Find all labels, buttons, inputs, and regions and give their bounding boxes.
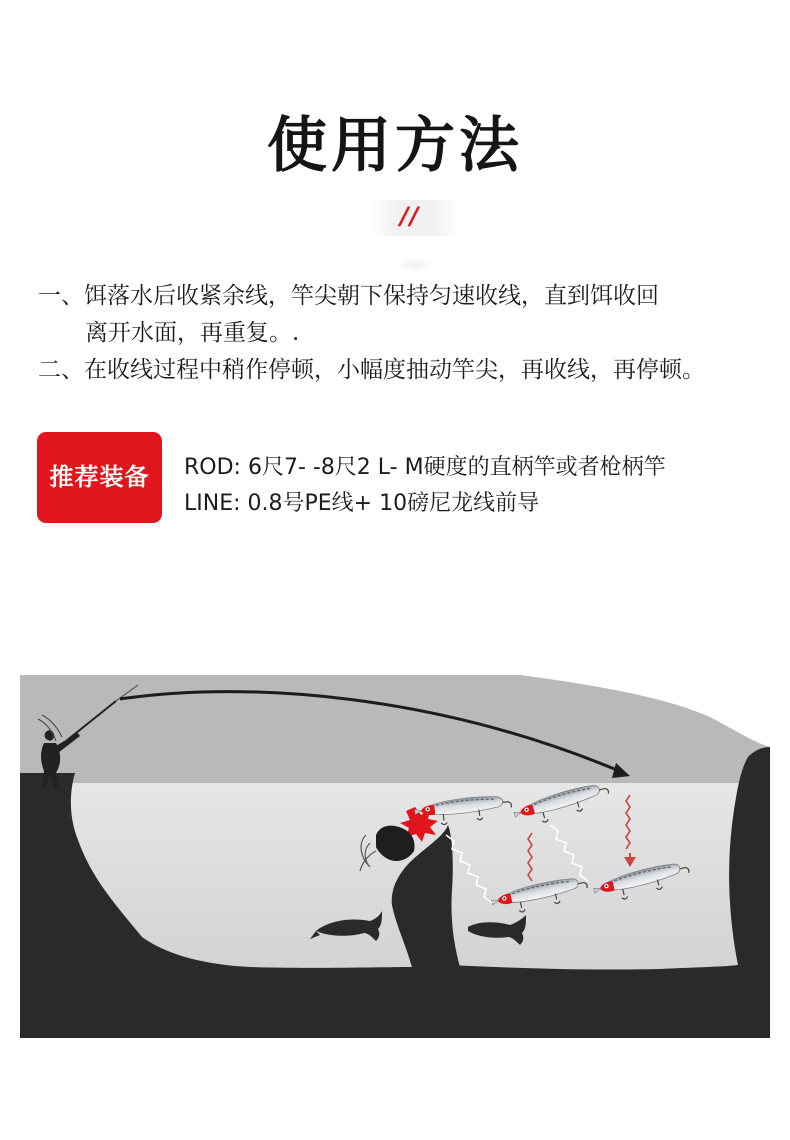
recommended-equipment-badge: 推荐装备: [37, 432, 162, 523]
rod-spec: ROD: 6尺7- -8尺2 L- M硬度的直柄竿或者枪柄竿: [184, 455, 666, 480]
step-1-line-2: 离开水面，再重复。.: [85, 320, 300, 346]
step-2-line-1: 二、在收线过程中稍作停顿，小幅度抽动竿尖，再收线，再停顿。: [38, 357, 705, 383]
usage-steps: [38, 278, 778, 389]
fishing-scene-svg: [20, 675, 770, 1038]
step-1-line-1: 一、饵落水后收紧余线，竿尖朝下保持匀速收线，直到饵收回: [38, 283, 659, 309]
line-spec: LINE: 0.8号PE线+ 10磅尼龙线前导: [184, 491, 540, 516]
divider-slash-icon: //: [400, 202, 420, 230]
divider-decoration: [370, 200, 460, 236]
page-title: 使用方法: [267, 111, 523, 181]
equipment-specs: [184, 450, 666, 522]
divider-shadow: [395, 258, 435, 272]
fishing-illustration: [20, 675, 770, 1038]
